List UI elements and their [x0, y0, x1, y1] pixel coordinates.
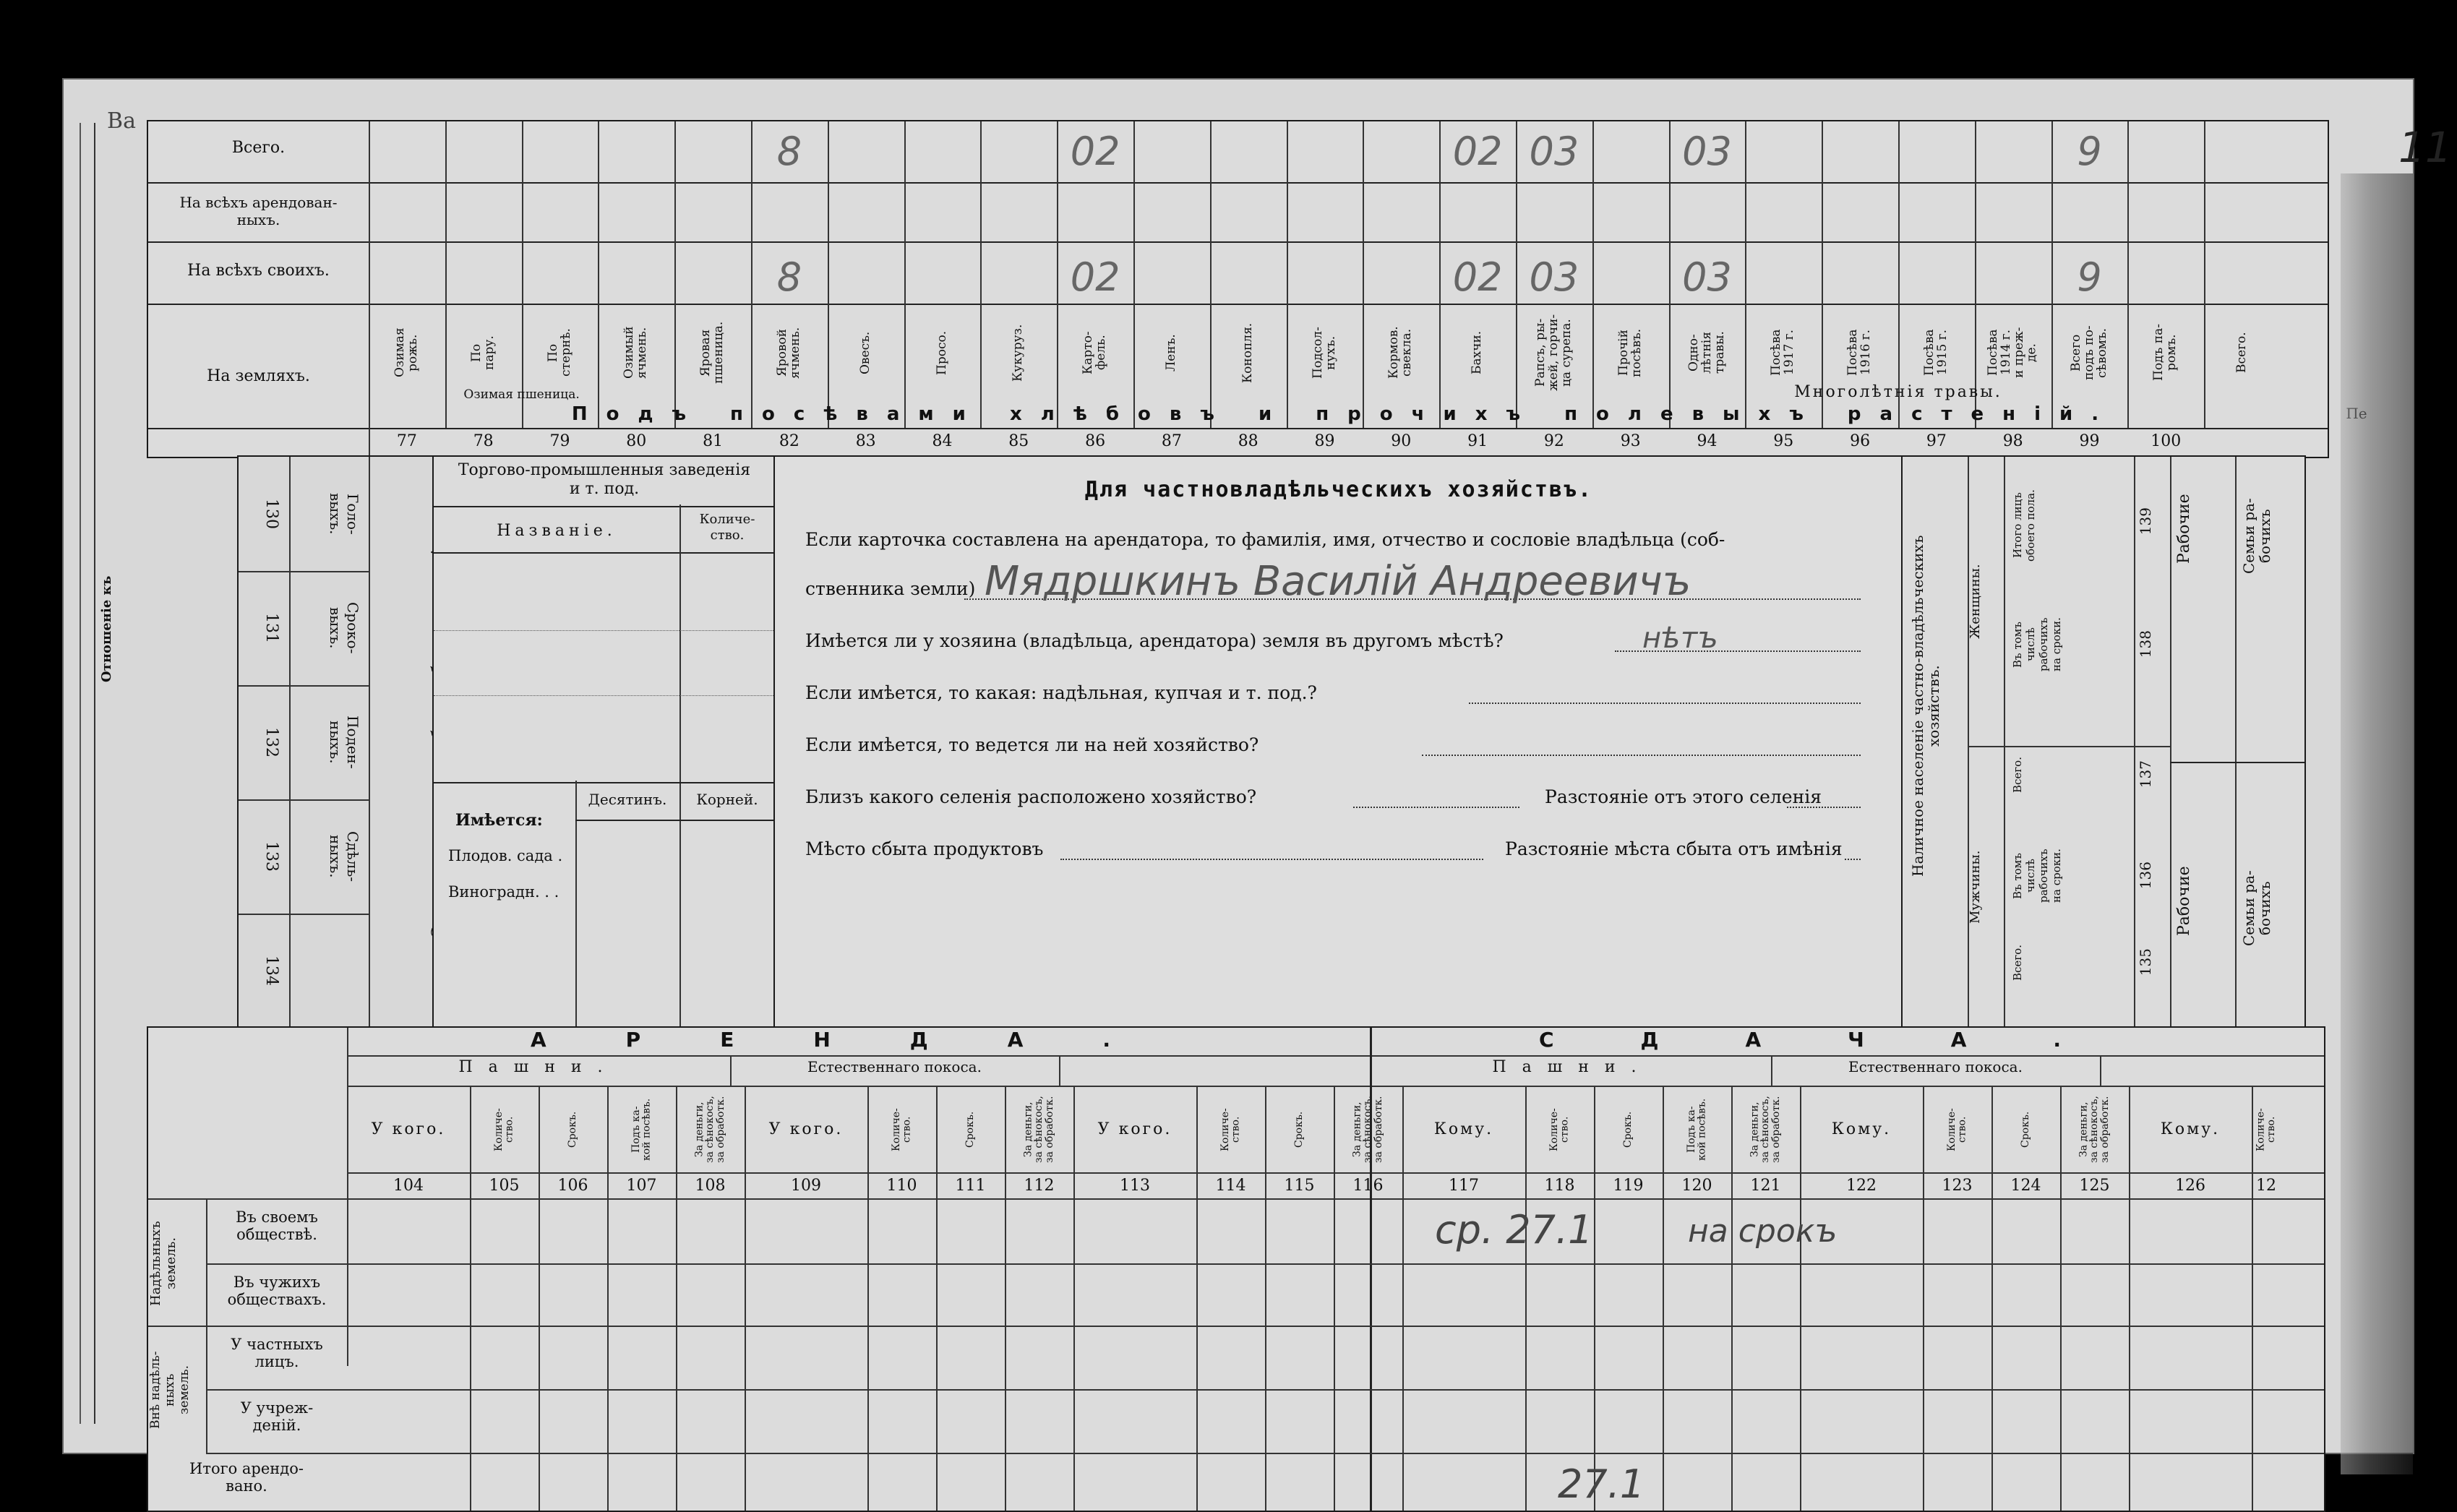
col-number: 90: [1391, 432, 1412, 450]
crop-header: Карто- фель.: [1081, 331, 1109, 374]
hired-num: 130: [262, 499, 280, 529]
lease-header: Кому.: [1433, 1120, 1494, 1138]
population-num: 136: [2137, 862, 2154, 890]
handwritten-value: 03: [1682, 254, 1732, 300]
row-label-lands: На земляхъ.: [207, 367, 310, 385]
row-label-total: Всего.: [231, 139, 286, 157]
lease-col-number: 118: [1544, 1177, 1575, 1195]
sdacha-handwritten-2: на срокъ: [1688, 1213, 1838, 1250]
private-title: Для частновладѣльческихъ хозяйствъ.: [1084, 477, 1593, 502]
lease-itogo-label: Итого арендо- вано.: [189, 1460, 304, 1495]
lease-col-number: 113: [1120, 1177, 1150, 1195]
crop-header: Яровая пшеница.: [698, 321, 726, 385]
owner-name-handwritten: Мядршкинъ Василій Андреевичъ: [985, 558, 1691, 605]
lease-col-number: 120: [1681, 1177, 1712, 1195]
col-number: 77: [396, 432, 417, 450]
private-line3: Имѣется ли у хозяина (владѣльца, арендатора) земля въ другомъ мѣстѣ?: [805, 630, 1504, 651]
crop-header: Ленъ.: [1163, 334, 1178, 371]
crop-header: Одно- лѣтнія травы.: [1686, 331, 1727, 374]
lease-col-number: 104: [393, 1177, 424, 1195]
plodov-label: Плодов. сада .: [448, 847, 563, 864]
estestv-header-2: Естественнаго покоса.: [1848, 1058, 2023, 1075]
lease-row-label: У учреж- деній.: [240, 1399, 314, 1434]
lease-header: У кого.: [1097, 1120, 1172, 1138]
private-owner-block: [773, 455, 1904, 1029]
ozimaya-label: Озимая пшеница.: [463, 387, 580, 402]
crop-header: Кукуруз.: [1011, 324, 1026, 382]
lease-row-label: У частныхъ лицъ.: [231, 1336, 323, 1370]
crop-header: По пару.: [468, 335, 497, 370]
col-number: 92: [1543, 432, 1564, 450]
crop-header: Посѣва 1916 г.: [1845, 329, 1874, 377]
estestv-header: Естественнаго покоса.: [807, 1058, 982, 1075]
col-number: 97: [1926, 432, 1947, 450]
crop-header: Кормов. свекла.: [1386, 326, 1415, 379]
census-card: [64, 80, 2452, 1507]
semi-label: Семьи ра- бочихъ: [2240, 498, 2273, 575]
col-number: 80: [626, 432, 647, 450]
lease-header: Срокъ.: [2020, 1111, 2032, 1148]
lease-col-number: 112: [1024, 1177, 1055, 1195]
private-line6b: Разстояніе отъ этого селенія: [1545, 786, 1822, 807]
lease-header: Срокъ.: [1293, 1111, 1305, 1148]
row-own: [148, 241, 2328, 305]
lease-header: Срокъ.: [567, 1111, 579, 1148]
lease-table: [147, 1026, 2325, 1512]
col-number: 95: [1773, 432, 1794, 450]
lease-col-number: 110: [886, 1177, 917, 1195]
population-num: 138: [2137, 630, 2154, 658]
population-subheader: Итого лицъ обоего пола.: [2011, 489, 2037, 562]
private-line7a: Мѣсто сбыта продуктовъ: [805, 838, 1044, 859]
lease-col-number: 116: [1352, 1177, 1384, 1195]
lease-header: У кого.: [371, 1120, 446, 1138]
col-number: 91: [1467, 432, 1488, 450]
lease-header: Срокъ.: [964, 1111, 977, 1148]
handwritten-value: 9: [2077, 129, 2102, 174]
crop-header: Просо.: [934, 330, 949, 375]
rabochie2-label: Рабочие: [2175, 866, 2193, 937]
private-line7b: Разстояніе мѣста сбыта отъ имѣнія: [1505, 838, 1843, 859]
population-block: [1901, 455, 2306, 1029]
lease-col-number: 124: [2010, 1177, 2041, 1195]
private-line1: Если карточка составлена на арендатора, то фамилія, имя, отчество и сословіе владѣльца (соб-: [805, 529, 1725, 550]
lease-col-number: 107: [626, 1177, 657, 1195]
lease-col-number: 123: [1942, 1177, 1973, 1195]
population-subheader: Всего.: [2011, 757, 2024, 793]
col-number: 89: [1314, 432, 1335, 450]
hired-num: 133: [262, 841, 280, 872]
col-number: 82: [779, 432, 799, 450]
population-num: 135: [2137, 948, 2154, 976]
lease-col-number: 115: [1284, 1177, 1315, 1195]
lease-header: За деньги, за сѣнокосъ, за обработк.: [2077, 1096, 2111, 1164]
hired-label: Поден- ныхъ.: [327, 716, 361, 769]
population-subheader: Въ томъ числѣ рабочихъ на сроки.: [2011, 849, 2063, 903]
col-number: 85: [1008, 432, 1029, 450]
lease-col-number: 114: [1215, 1177, 1246, 1195]
lease-header: Количе- ство.: [2255, 1108, 2277, 1151]
itogo-handwritten: 27.1: [1558, 1461, 1645, 1507]
desyatin-col: Десятинъ.: [588, 791, 667, 808]
col-number: 86: [1085, 432, 1106, 450]
crop-header: Яровой ячмень.: [775, 327, 802, 379]
hired-num: 131: [262, 613, 280, 643]
crop-header: Озимая рожь.: [393, 327, 420, 378]
lease-header: Кому.: [2160, 1120, 2221, 1138]
lease-col-number: 126: [2175, 1177, 2205, 1195]
arenda-header: АРЕНДА.: [531, 1028, 1190, 1052]
vnenadel-group: Внѣ надѣль- ныхъ земель.: [148, 1351, 192, 1429]
crop-table: [147, 120, 2329, 458]
col-number: 78: [473, 432, 494, 450]
korney-col: Корней.: [696, 791, 758, 808]
men-label: Мужчины.: [1968, 850, 1983, 924]
col-number: 79: [549, 432, 570, 450]
crop-header: Овесъ.: [857, 331, 872, 374]
private-line6a: Близъ какого селенія расположено хозяйство?: [805, 786, 1257, 807]
pashni-header: Пашни.: [458, 1058, 619, 1076]
lease-col-number: 122: [1846, 1177, 1877, 1195]
row-leased: [148, 182, 2328, 243]
mnogoletnie-label: Многолѣтнія травы.: [1794, 383, 2002, 401]
population-num: 137: [2137, 760, 2154, 789]
private-line5: Если имѣется, то ведется ли на ней хозяйство?: [805, 734, 1259, 755]
lease-header: Количе- ство.: [492, 1108, 515, 1151]
trade-qty-col: Количе- ство.: [699, 512, 755, 543]
lease-header: Срокъ.: [1622, 1111, 1634, 1148]
row-total: [148, 121, 2328, 184]
lease-header: Количе- ство.: [1945, 1108, 1968, 1151]
crop-header: Посѣва 1914 г. и преж- де.: [1986, 327, 2039, 379]
col-number: 96: [1850, 432, 1871, 450]
other-land-handwritten: нѣтъ: [1642, 622, 1718, 655]
lease-col-number: 111: [955, 1177, 986, 1195]
damaged-edge: [2341, 173, 2413, 1474]
trade-block: [432, 455, 776, 1029]
imeetsya-label: Имѣется:: [455, 811, 543, 830]
nadel-group: Надѣльныхъ земель.: [148, 1221, 179, 1306]
lease-row-label: Въ чужихъ обществахъ.: [227, 1273, 327, 1308]
lease-col-number: 121: [1750, 1177, 1781, 1195]
row-label-leased: На всѣхъ арендован- ныхъ.: [179, 194, 338, 228]
col-number: 99: [2079, 432, 2100, 450]
lease-col-number: 119: [1613, 1177, 1644, 1195]
hired-label: [304, 921, 361, 1021]
col-number: 93: [1620, 432, 1641, 450]
lease-col-number: 105: [489, 1177, 520, 1195]
lease-col-number: 106: [557, 1177, 588, 1195]
lease-col-number: 12: [2256, 1177, 2276, 1195]
handwritten-value: 03: [1529, 129, 1579, 174]
col-number: 84: [932, 432, 953, 450]
col-number: 94: [1697, 432, 1718, 450]
lease-col-number: 125: [2079, 1177, 2110, 1195]
crop-header: Конопля.: [1240, 322, 1255, 383]
private-line4: Если имѣется, то какая: надѣльная, купчая и т. под.?: [805, 682, 1317, 703]
handwritten-value: 02: [1452, 254, 1503, 300]
crop-header: Прочій посѣвъ.: [1616, 328, 1644, 377]
sdacha-handwritten: ср. 27.1: [1435, 1207, 1593, 1253]
crop-header: Посѣва 1917 г.: [1769, 329, 1797, 377]
population-title: Наличное населеніе частно-владѣльческихъ хозяйствъ.: [1909, 535, 1942, 877]
col-number: 87: [1161, 432, 1182, 450]
crop-banner: Подъ посѣвами хлѣбовъ и прочихъ полевыхъ растеній.: [571, 403, 2118, 425]
handwritten-value: 03: [1682, 129, 1732, 174]
lease-header: Количе- ство.: [1219, 1108, 1242, 1151]
trade-name-col: Названіе.: [497, 522, 617, 540]
handwritten-value: 8: [776, 254, 802, 300]
crop-header: Озимый ячмень.: [622, 326, 650, 379]
col-number: 100: [2151, 432, 2182, 450]
population-num: 139: [2137, 507, 2154, 536]
handwritten-value: 8: [776, 129, 802, 174]
lease-header: У кого.: [768, 1120, 844, 1138]
handwritten-value: 02: [1070, 254, 1120, 300]
hired-label: Голо- выхъ.: [327, 493, 361, 535]
vinograd-label: Виноградн. . .: [448, 883, 559, 901]
lease-header: За деньги, за сѣнокосъ, за обработк.: [1351, 1096, 1384, 1164]
crop-header: Бахчи.: [1470, 330, 1485, 375]
rabochie-label: Рабочие: [2175, 494, 2193, 564]
scrap-top: Ва: [107, 108, 136, 134]
hired-label: Сдѣль- ныхъ.: [327, 830, 361, 882]
handwritten-value: 9: [2077, 254, 2102, 300]
semi2-label: Семьи ра- бочихъ: [2240, 870, 2273, 947]
hired-label: Сроко- выхъ.: [327, 602, 361, 654]
hired-num: 134: [262, 955, 280, 986]
crop-header: Всего.: [2234, 332, 2250, 374]
population-subheader: Въ томъ числѣ рабочихъ на сроки.: [2011, 617, 2063, 672]
lease-header: За деньги, за сѣнокосъ, за обработк.: [693, 1096, 726, 1164]
lease-header: Кому.: [1831, 1120, 1892, 1138]
col-number: 88: [1238, 432, 1258, 450]
crop-header: Всего подъ по- сѣвомъ.: [2068, 325, 2109, 380]
handwritten-value: 02: [1452, 129, 1503, 174]
lease-header: Количе- ство.: [1548, 1108, 1571, 1151]
lease-col-number: 108: [695, 1177, 726, 1195]
col-number: 81: [703, 432, 724, 450]
otnoshenie-label: Отношеніе къ: [99, 575, 114, 682]
row-label-own: На всѣхъ своихъ.: [187, 262, 330, 280]
private-line2: ственника земли): [805, 578, 976, 599]
crop-header: Рапсъ, ры- жей, горчи- ца сурепа.: [1533, 314, 1574, 392]
lease-header: Подъ ка- кой посѣвъ.: [630, 1098, 653, 1161]
handwritten-value: 02: [1070, 129, 1120, 174]
handwritten-value: 03: [1529, 254, 1579, 300]
pashni-header-2: Пашни.: [1492, 1058, 1652, 1076]
lease-header: За деньги, за сѣнокосъ, за обработк.: [1022, 1096, 1055, 1164]
lease-header: За деньги, за сѣнокосъ, за обработк.: [1749, 1096, 1782, 1164]
crop-header: Подсол- нухъ.: [1310, 327, 1338, 379]
sdacha-header: СДАЧА.: [1538, 1028, 2148, 1052]
crop-header: Посѣва 1915 г.: [1922, 329, 1950, 377]
lease-header: Количе- ство.: [890, 1108, 913, 1151]
lease-col-number: 109: [791, 1177, 821, 1195]
crop-header: Подъ па- ромъ.: [2151, 324, 2179, 382]
trade-title: Торгово-промышленныя заведенія и т. под.: [458, 461, 751, 499]
lease-header: Подъ ка- кой посѣвъ.: [1685, 1098, 1708, 1161]
lease-col-number: 117: [1449, 1177, 1479, 1195]
hired-num: 132: [262, 727, 280, 757]
crop-header: По стернѣ.: [545, 328, 573, 377]
corner-number: 11: [2398, 123, 2452, 172]
col-number: 98: [2002, 432, 2023, 450]
population-subheader: Всего.: [2011, 945, 2024, 981]
col-number: 83: [855, 432, 876, 450]
women-label: Женщины.: [1968, 564, 1983, 639]
lease-row-label: Въ своемъ обществѣ.: [236, 1208, 318, 1243]
